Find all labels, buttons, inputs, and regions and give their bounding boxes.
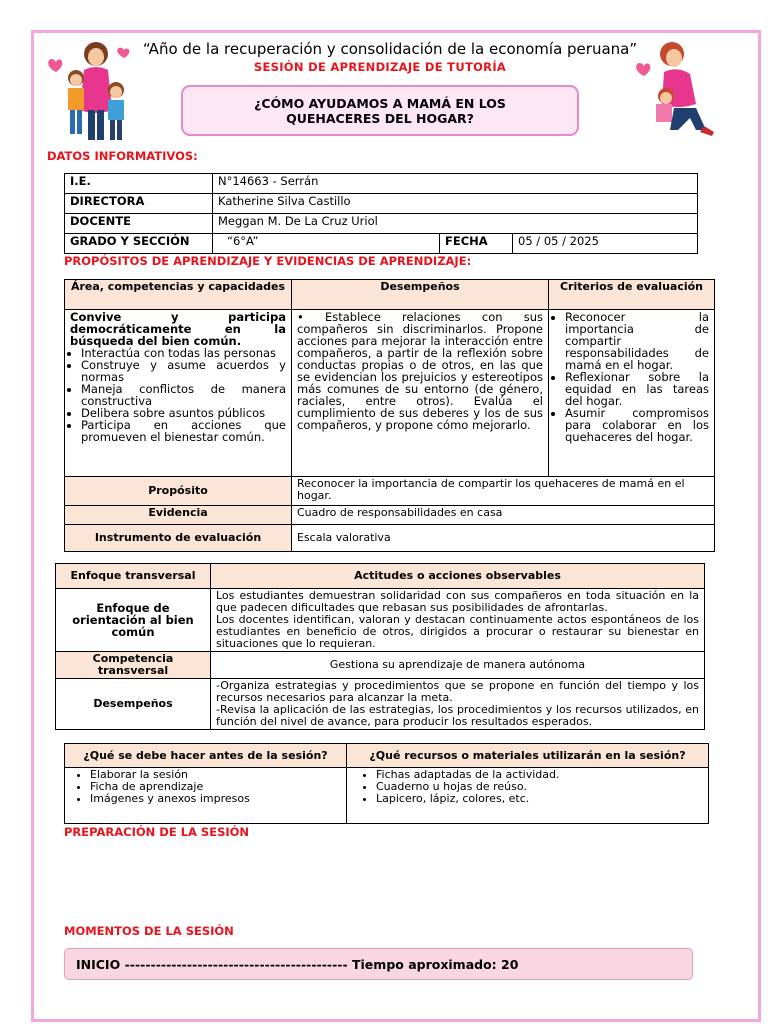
topic-box xyxy=(181,85,579,136)
datos-heading: DATOS INFORMATIVOS: xyxy=(47,149,198,163)
docente-value: Meggan M. De La Cruz Uriol xyxy=(213,214,698,234)
table-row xyxy=(56,652,705,679)
desempenos-label: Desempeños xyxy=(56,679,211,730)
competencia-transversal-value: Gestiona su aprendizaje de manera autónoma xyxy=(211,652,705,679)
proposito-value: Reconocer la importancia de compartir los quehaceres de mamá en el hogar. xyxy=(292,477,715,506)
directora-value: Katherine Silva Castillo xyxy=(213,194,698,214)
table-row xyxy=(56,679,705,730)
col-enfoque: Enfoque transversal xyxy=(56,564,211,589)
capacidades-list xyxy=(70,347,286,443)
table-row xyxy=(65,768,709,824)
list-item: • Reconocer la importancia de compartir responsabilidades de mamá en el hogar. xyxy=(565,311,709,371)
desempenos-text-2: -Revisa la aplicación de las estrategias, los procedimientos y los recursos utilizados, en función del nivel de avance, para producir los resultados esperados. xyxy=(216,703,699,728)
antes-cell xyxy=(65,768,347,824)
topic-title: ¿CÓMO AYUDAMOS A MAMÁ EN LOS QUEHACERES DEL HOGAR? xyxy=(254,95,506,126)
docente-label: DOCENTE xyxy=(65,214,213,234)
col-area: Área, competencias y capacidades xyxy=(65,280,292,310)
col-antes: ¿Qué se debe hacer antes de la sesión? xyxy=(65,744,347,768)
antes-list xyxy=(79,769,341,805)
instrumento-value: Escala valorativa xyxy=(292,525,715,552)
preparacion-heading: PREPARACIÓN DE LA SESIÓN xyxy=(64,825,250,839)
recursos-cell xyxy=(347,768,709,824)
enfoque-table xyxy=(55,563,705,730)
evidencia-value: Cuadro de responsabilidades en casa xyxy=(292,506,715,525)
instrumento-label: Instrumento de evaluación xyxy=(65,525,292,552)
evidencia-label: Evidencia xyxy=(65,506,292,525)
ie-value: N°14663 - Serrán xyxy=(213,174,698,194)
table-row xyxy=(65,234,698,254)
list-item: • Participa en acciones que promueven el bienestar común. xyxy=(81,419,286,443)
enfoque-label: Enfoque de orientación al bien común xyxy=(56,589,211,652)
year-title: “Año de la recuperación y consolidación de la economía peruana” xyxy=(142,40,638,58)
enfoque-text-2: Los docentes identifican, valoran y destacan continuamente actos espontáneos de los estudiantes en beneficio de otros, dirigidos a procurar o restaurar su bienestar en situaciones que lo requieran. xyxy=(216,613,699,650)
table-row xyxy=(56,589,705,652)
proposito-label: Propósito xyxy=(65,477,292,506)
list-item: • Lapicero, lápiz, colores, etc. xyxy=(376,793,703,805)
list-item: • Construye y asume acuerdos y normas xyxy=(81,359,286,383)
propositos-table xyxy=(64,279,715,552)
table-row xyxy=(65,194,698,214)
criterios-cell xyxy=(549,310,715,477)
table-row xyxy=(65,174,698,194)
enfoque-text xyxy=(211,589,705,652)
list-item: • Ficha de aprendizaje xyxy=(90,781,341,793)
ie-label: I.E. xyxy=(65,174,213,194)
recursos-list xyxy=(365,769,703,805)
directora-label: DIRECTORA xyxy=(65,194,213,214)
table-row xyxy=(65,525,715,552)
desempenos-text xyxy=(211,679,705,730)
grado-value: “6°A” xyxy=(213,234,440,254)
desempeno-text: • Establece relaciones con sus compañeros sin discriminarlos. Propone acciones para mejorar la interacción entre compañeros, a partir de la reflexión sobre conductas propias o de otros, en las que se evidencian los prejuicios y estereotipos más comunes de su entorno (de género, raciales, entre otros). Evalúa el cumplimiento de sus deberes y los de sus compañeros, y propone cómo mejorarlo. xyxy=(292,310,549,477)
table-row xyxy=(65,506,715,525)
list-item: • Interactúa con todas las personas xyxy=(81,347,286,359)
table-row xyxy=(65,214,698,234)
list-item: • Reflexionar sobre la equidad en las tareas del hogar. xyxy=(565,371,709,407)
table-row xyxy=(56,564,705,589)
session-title: SESIÓN DE APRENDIZAJE DE TUTORÍA xyxy=(253,60,507,74)
list-item: • Fichas adaptadas de la actividad. xyxy=(376,769,703,781)
propositos-heading: PROPÓSITOS DE APRENDIZAJE Y EVIDENCIAS DE APRENDIZAJE: xyxy=(64,254,472,268)
col-actitudes: Actitudes o acciones observables xyxy=(211,564,705,589)
competencia-cell xyxy=(65,310,292,477)
datos-table xyxy=(64,173,698,254)
antes-table xyxy=(64,743,709,824)
competencia-transversal-label: Competencia transversal xyxy=(56,652,211,679)
momentos-heading: MOMENTOS DE LA SESIÓN xyxy=(64,924,234,938)
enfoque-text-1: Los estudiantes demuestran solidaridad con sus compañeros en toda situación en la que padecen dificultades que rebasan sus posibilidades de afrontarlas. xyxy=(216,589,699,614)
grado-label: GRADO Y SECCIÓN xyxy=(65,234,213,254)
list-item: • Elaborar la sesión xyxy=(90,769,341,781)
table-row xyxy=(65,477,715,506)
criterios-list xyxy=(554,311,709,443)
list-item: • Delibera sobre asuntos públicos xyxy=(81,407,286,419)
table-row xyxy=(65,280,715,310)
competencia-title: Convive y participa democráticamente en la búsqueda del bien común. xyxy=(70,310,286,348)
list-item: • Imágenes y anexos impresos xyxy=(90,793,341,805)
fecha-value: 05 / 05 / 2025 xyxy=(513,234,698,254)
col-desempenos: Desempeños xyxy=(292,280,549,310)
table-row xyxy=(65,310,715,477)
inicio-bar xyxy=(64,948,693,980)
table-row xyxy=(65,744,709,768)
fecha-label: FECHA xyxy=(440,234,513,254)
inicio-text: INICIO ------------------------------------------- Tiempo aproximado: 20 xyxy=(76,956,519,972)
list-item: • Asumir compromisos para colaborar en los quehaceres del hogar. xyxy=(565,407,709,443)
list-item: • Maneja conflictos de manera constructiva xyxy=(81,383,286,407)
col-criterios: Criterios de evaluación xyxy=(549,280,715,310)
desempenos-text-1: -Organiza estrategias y procedimientos que se propone en función del tiempo y los recursos necesarios para alcanzar la meta. xyxy=(216,679,699,704)
list-item: • Cuaderno u hojas de reúso. xyxy=(376,781,703,793)
col-recursos: ¿Qué recursos o materiales utilizarán en la sesión? xyxy=(347,744,709,768)
